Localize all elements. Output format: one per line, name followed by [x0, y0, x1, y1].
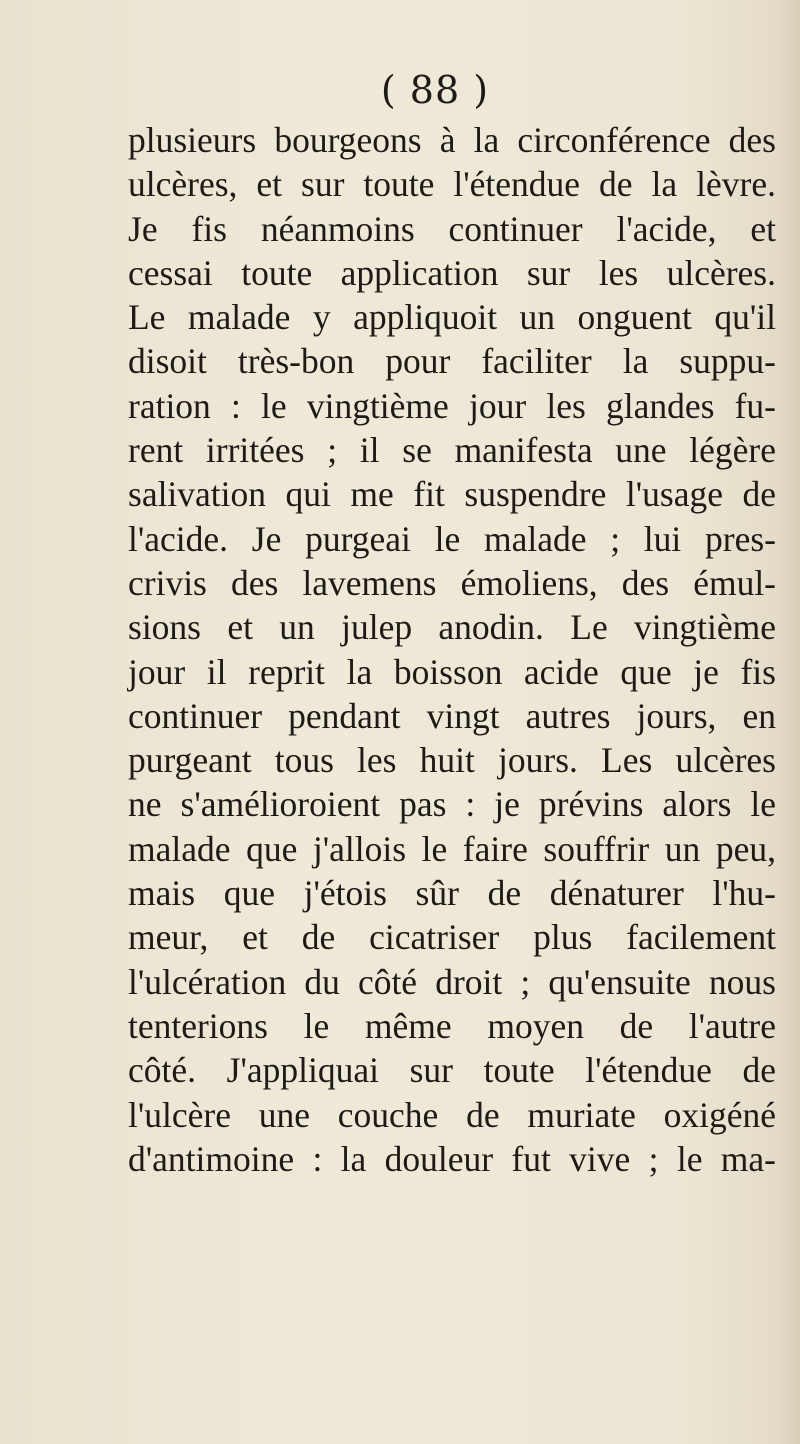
- text-line: ne s'amélioroient pas : je prévins alors le: [128, 784, 776, 825]
- text-line: côté. J'appliquai sur toute l'étendue de: [128, 1050, 776, 1091]
- text-line: disoit très-bon pour faciliter la suppu-: [128, 341, 776, 382]
- text-line: l'acide. Je purgeai le malade ; lui pres-: [128, 518, 776, 559]
- text-line: ulcères, et sur toute l'étendue de la lèvre.: [128, 164, 776, 205]
- text-line: sions et un julep anodin. Le vingtième: [128, 607, 776, 648]
- text-line: l'ulcération du côté droit ; qu'ensuite nous: [128, 961, 776, 1002]
- text-line: meur, et de cicatriser plus facilement: [128, 917, 776, 958]
- text-line: l'ulcère une couche de muriate oxigéné: [128, 1094, 776, 1135]
- text-line: tenterions le même moyen de l'autre: [128, 1005, 776, 1046]
- text-line: rent irritées ; il se manifesta une légère: [128, 430, 776, 471]
- text-line: ration : le vingtième jour les glandes fu-: [128, 385, 776, 426]
- text-line: malade que j'allois le faire souffrir un peu,: [128, 828, 776, 869]
- text-line: Le malade y appliquoit un onguent qu'il: [128, 297, 776, 338]
- text-line: cessai toute application sur les ulcères.: [128, 252, 776, 293]
- text-line: plusieurs bourgeons à la circonférence des: [128, 120, 776, 160]
- text-line: d'antimoine : la douleur fut vive ; le ma-: [128, 1138, 776, 1179]
- text-line: Je fis néanmoins continuer l'acide, et: [128, 208, 776, 249]
- text-line: continuer pendant vingt autres jours, en: [128, 695, 776, 736]
- text-line: crivis des lavemens émoliens, des émul-: [128, 562, 776, 603]
- text-line: mais que j'étois sûr de dénaturer l'hu-: [128, 873, 776, 914]
- text-line: purgeant tous les huit jours. Les ulcères: [128, 740, 776, 781]
- text-line: salivation qui me fit suspendre l'usage de: [128, 474, 776, 515]
- page-number: ( 88 ): [380, 68, 490, 112]
- text-line: jour il reprit la boisson acide que je fis: [128, 651, 776, 692]
- body-text: [128, 118, 776, 1181]
